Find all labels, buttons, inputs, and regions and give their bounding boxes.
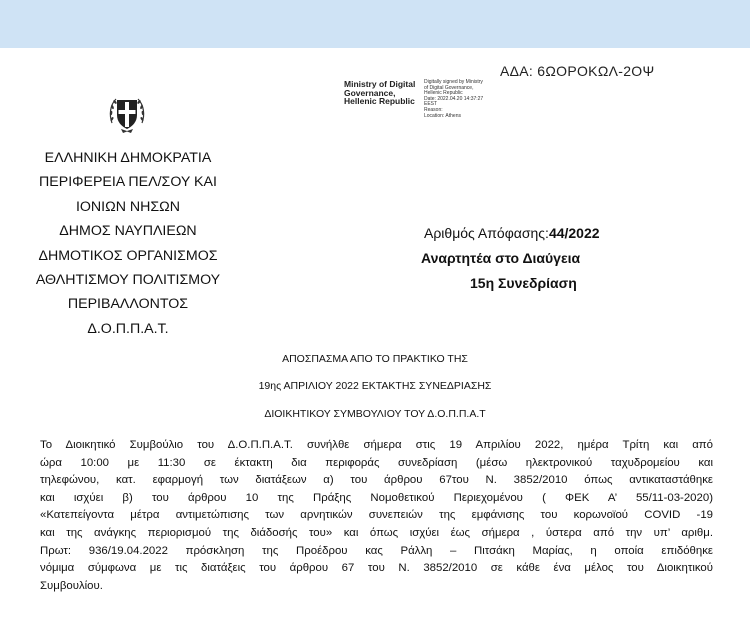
issuer-line: Δ.Ο.Π.Π.Α.Τ. (87, 320, 169, 337)
issuer-line: ΙΟΝΙΩΝ ΝΗΣΩΝ (75, 198, 181, 215)
issuer-line: ΔΗΜΟΣ ΝΑΥΠΛΙΕΩΝ (59, 223, 197, 240)
signature-details (424, 80, 483, 119)
body-line: ώρα 10:00 με 11:30 σε έκτακτη δια περιφοράς συνεδρίαση (μέσω ηλεκτρονικού ταχυδρομείου και (40, 456, 713, 469)
body-line: τηλεφώνου, κατ. εφαρμογή των διατάξεων α) του άρθρου 67του Ν. 3852/2010 όπως αντικαταστάθηκε (40, 474, 713, 487)
body-line: Συμβουλίου. (40, 579, 103, 592)
body-line: «Κατεπείγοντα μέτρα αντιμετώπισης των αρνητικών συνεπειών της εμφάνισης του κορωνοϊού COVID -19 (40, 509, 713, 522)
issuer-line: ΕΛΛΗΝΙΚΗ ΔΗΜΟΚΡΑΤΙΑ (44, 150, 212, 166)
signature-detail-line: Digitally signed by Ministry (424, 79, 483, 85)
body-line: νόμιμα σύμφωνα με τις διατάξεις του άρθρου 67 του Ν. 3852/2010 σε κάθε ένα μέλος του Διοικητικού (40, 562, 713, 575)
hellenic-republic-emblem-icon (104, 91, 150, 137)
issuer-line: ΔΗΜΟΤΙΚΟΣ ΟΡΓΑΝΙΣΜΟΣ (38, 247, 218, 264)
signature-detail-line: Reason: (424, 106, 443, 113)
ada-code: ΑΔΑ: 6ΩΟΡΟΚΩΛ-2ΟΨ (500, 63, 655, 79)
signer-line: Governance, (344, 87, 396, 98)
posting-note: Αναρτητέα στο Διαύγεια (421, 250, 581, 266)
issuer-line: ΠΕΡΙΦΕΡΕΙΑ ΠΕΛ/ΣΟΥ ΚΑΙ (39, 174, 217, 191)
signer-line: Ministry of Digital (344, 79, 416, 89)
signature-signer (344, 80, 415, 106)
body-line: Πρωτ: 936/19.04.2022 πρόσκληση της Προέδρου κας Ράλλη – Πιτσάκη Μαρίας, η οποία επιδόθηκε (40, 544, 713, 557)
issuer-line: ΠΕΡΙΒΑΛΛΟΝΤΟΣ (67, 296, 189, 313)
issuer-block (20, 146, 236, 341)
body-paragraph (40, 437, 713, 595)
signature-detail-line: Location: Athens (424, 112, 461, 119)
top-banner (0, 0, 750, 48)
body-line: Το Διοικητικό Συμβούλιο του Δ.Ο.Π.Π.Α.Τ. συνήλθε σήμερα στις 19 Απριλίου 2022, ημέρα Τρίτη και από (40, 439, 713, 451)
signature-detail-line: Date: 2022.04.20 14:37:27 (424, 95, 484, 102)
signature-detail-line: EEST (424, 101, 438, 108)
extract-heading-line: ΑΠΟΣΠΑΣΜΑ ΑΠΟ ΤΟ ΠΡΑΚΤΙΚΟ ΤΗΣ (282, 353, 468, 365)
decision-number-value: 44/2022 (548, 225, 600, 241)
body-line: και της ανάγκης περιορισμού της διάδοσής του» και όπως ισχύει έως σήμερα , ύστερα από την υπ’ αριθμ. (40, 526, 713, 539)
decision-number (424, 225, 600, 241)
signer-line: Hellenic Republic (344, 96, 415, 106)
issuer-line: ΑΘΛΗΤΙΣΜΟΥ ΠΟΛΙΤΙΣΜΟΥ (35, 272, 221, 289)
extract-heading-line: ΔΙΟΙΚΗΤΙΚΟΥ ΣΥΜΒΟΥΛΙΟΥ ΤΟΥ Δ.Ο.Π.Π.Α.Τ (264, 408, 486, 420)
extract-heading-line: 19ης ΑΠΡΙΛΙΟΥ 2022 ΕΚΤΑΚΤΗΣ ΣΥΝΕΔΡΙΑΣΗΣ (258, 380, 492, 392)
decision-number-label: Αριθμός Απόφασης: (424, 225, 549, 241)
signature-detail-line: of Digital Governance, (424, 84, 474, 91)
session-number: 15η Συνεδρίαση (470, 275, 577, 291)
body-line: και ισχύει β) του άρθρου 10 της Πράξης Νομοθετικού Περιεχομένου ( ΦΕΚ Α’ 55/11-03-2020) (40, 491, 713, 504)
signature-detail-line: Hellenic Republic (424, 90, 463, 97)
